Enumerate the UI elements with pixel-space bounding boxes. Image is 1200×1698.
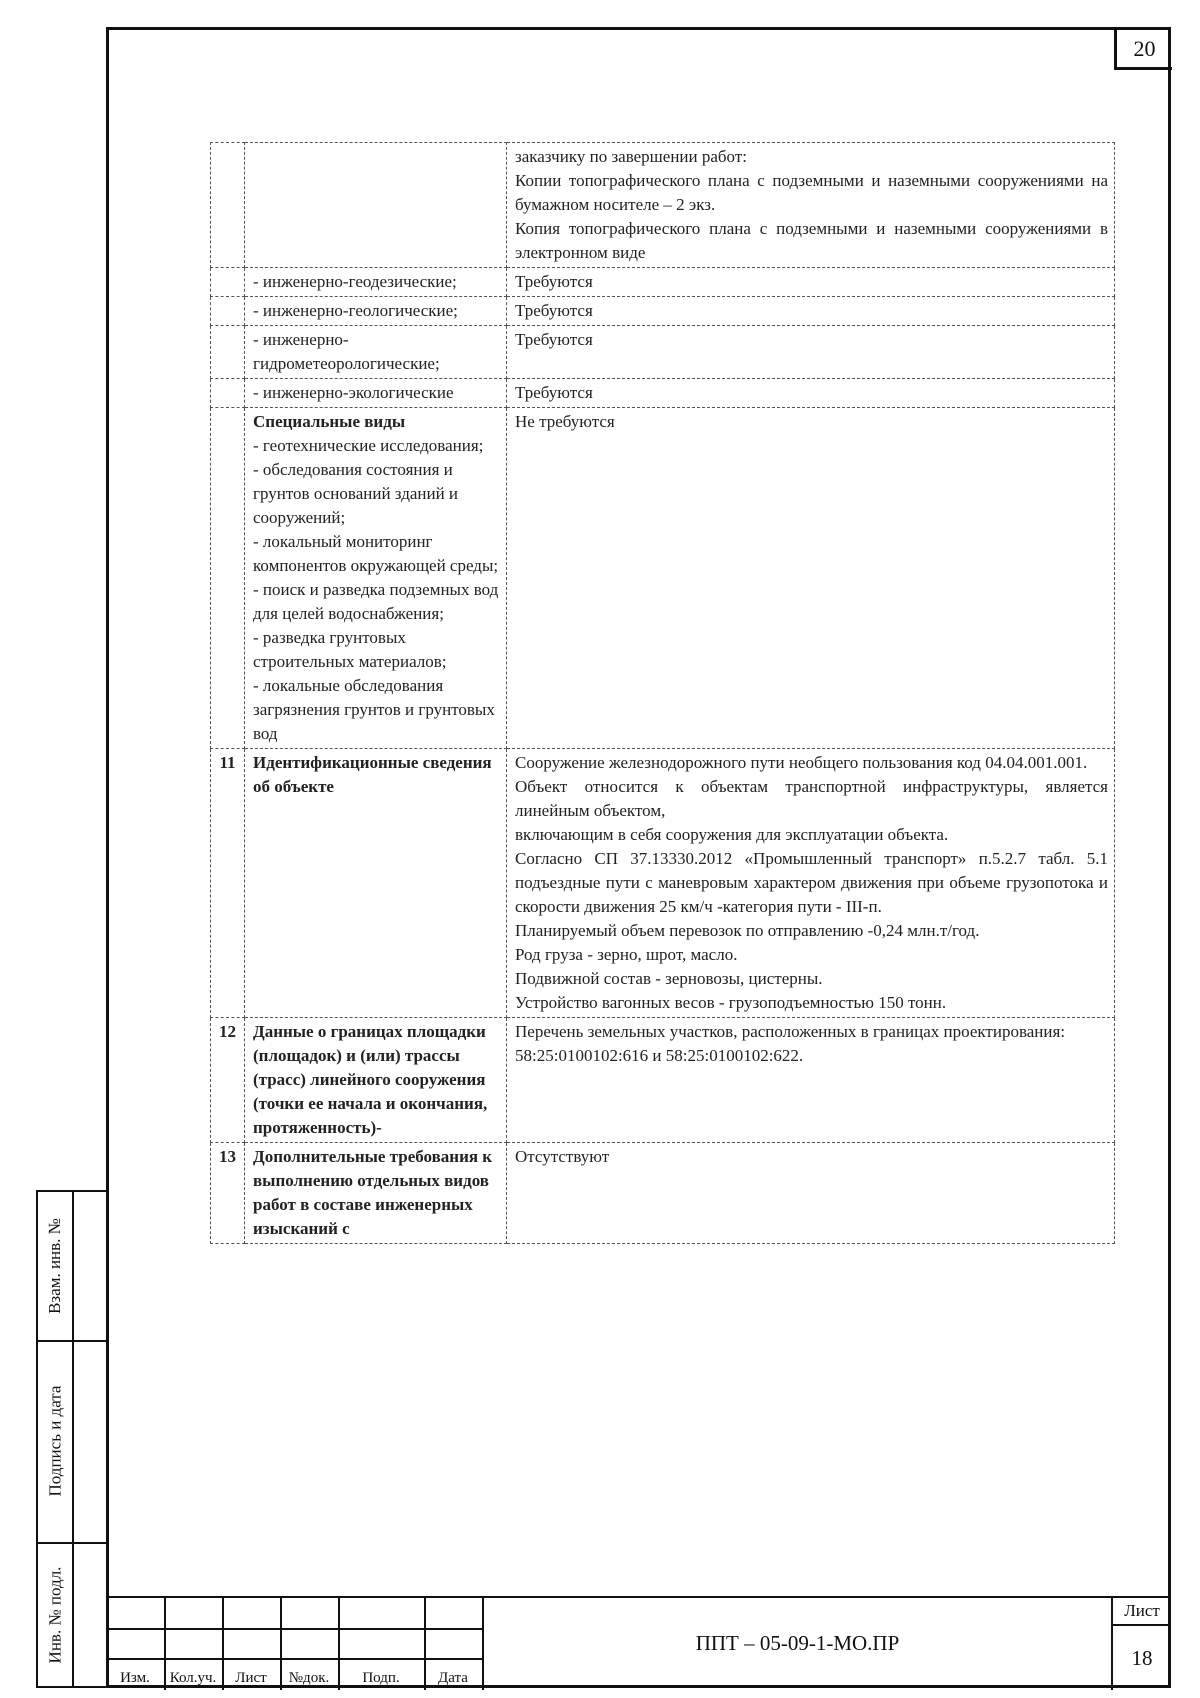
row-name: Дополнительные требования к выполнению отдельных видов работ в составе инженерных изысканий с (245, 1143, 507, 1244)
value-line: Планируемый объем перевозок по отправлению -0,24 млн.т/год. (515, 921, 980, 940)
row-value: Не требуются (507, 408, 1115, 749)
row-value: Отсутствуют (507, 1143, 1115, 1244)
special-item: - разведка грунтовых строительных материалов; (253, 628, 447, 671)
title-block-grid (106, 1598, 484, 1690)
row-value: Требуются (507, 326, 1115, 379)
value-line: Подвижной состав - зерновозы, цистерны. (515, 969, 823, 988)
row-value: Требуются (507, 268, 1115, 297)
special-item: - обследования состояния и грунтов оснований зданий и сооружений; (253, 460, 459, 527)
table-row-special (211, 408, 1115, 749)
row-number-cell (211, 379, 245, 408)
table-row-geolog (211, 297, 1115, 326)
value-line: 58:25:0100102:616 и 58:25:0100102:622. (515, 1046, 804, 1065)
stamp-label-podpis: Подпись и дата (45, 1385, 64, 1497)
row-value-cell (507, 1018, 1115, 1143)
title-label-list: Лист (235, 1670, 267, 1686)
title-label-izm: Изм. (120, 1670, 150, 1686)
document-code: ППТ – 05-09-1-МО.ПР (695, 1630, 900, 1655)
value-line: заказчику по завершении работ: (515, 147, 747, 166)
value-line: Устройство вагонных весов - грузоподъемностью 150 тонн. (515, 993, 947, 1012)
value-line: Объект относится к объектам транспортной инфраструктуры, является линейным объектом, (515, 777, 1108, 820)
row-number-cell (211, 326, 245, 379)
row-name-cell (245, 143, 507, 268)
row-number-cell (211, 268, 245, 297)
row-name: - инженерно-геологические; (245, 297, 507, 326)
value-line: Род груза - зерно, шрот, масло. (515, 945, 738, 964)
table-row-continuation (211, 143, 1115, 268)
row-value-cell (507, 143, 1115, 268)
sheet-label: Лист (1113, 1598, 1171, 1626)
stamp-cell-podpis (38, 1340, 72, 1542)
value-line: включающим в себя сооружения для эксплуатации объекта. (515, 825, 949, 844)
special-item: - локальный мониторинг компонентов окружающей среды; (253, 532, 499, 575)
table-row-gidromet (211, 326, 1115, 379)
row-number-cell (211, 143, 245, 268)
row-name-cell (245, 408, 507, 749)
title-label-data: Дата (438, 1670, 468, 1686)
sheet-box (1111, 1598, 1171, 1690)
row-number: 13 (211, 1143, 245, 1244)
stamp-cell-inv (38, 1542, 72, 1688)
row-number-cell (211, 408, 245, 749)
row-name: Идентификационные сведения об объекте (245, 749, 507, 1018)
value-line: Перечень земельных участков, расположенных в границах проектирования: (515, 1022, 1066, 1041)
special-title: Специальные виды (253, 412, 406, 431)
row-name: - инженерно-экологические (245, 379, 507, 408)
row-number-cell (211, 297, 245, 326)
row-name: - инженерно-гидрометеорологические; (245, 326, 507, 379)
value-line: Копии топографического плана с подземными и наземными сооружениями на бумажном носителе – 2 экз. (515, 171, 1108, 214)
table-row-11 (211, 749, 1115, 1018)
title-block (106, 1596, 1171, 1688)
stamp-cell-vzam (38, 1192, 72, 1340)
row-value-cell (507, 749, 1115, 1018)
table-row-ekolog (211, 379, 1115, 408)
row-number: 12 (211, 1018, 245, 1143)
special-item: - геотехнические исследования; (253, 436, 484, 455)
row-name: - инженерно-геодезические; (245, 268, 507, 297)
left-stamp (36, 1190, 106, 1688)
value-line: Копия топографического плана с подземными и наземными сооружениями в электронном виде (515, 219, 1108, 262)
stamp-divider (72, 1192, 74, 1686)
row-value: Требуются (507, 297, 1115, 326)
table-row-13 (211, 1143, 1115, 1244)
requirements-table (210, 142, 1115, 1244)
value-line: Сооружение железнодорожного пути необщего пользования код 04.04.001.001. (515, 753, 1088, 772)
stamp-label-vzam: Взам. инв. № (45, 1218, 64, 1314)
value-line: Согласно СП 37.13330.2012 «Промышленный транспорт» п.5.2.7 табл. 5.1 подъездные пути с маневровым характером движения при объеме грузопотока и скорости движения 25 км/ч -категория пути - III-п. (515, 849, 1108, 916)
table-row-12 (211, 1018, 1115, 1143)
sheet-number: 18 (1131, 1645, 1153, 1670)
special-item: - локальные обследования загрязнения грунтов и грунтовых вод (253, 676, 495, 743)
title-label-ndok: №док. (288, 1670, 330, 1686)
row-name: Данные о границах площадки (площадок) и (или) трассы (трасс) линейного сооружения (точки ее начала и окончания, протяженность)- (245, 1018, 507, 1143)
row-value: Требуются (507, 379, 1115, 408)
row-number: 11 (211, 749, 245, 1018)
table-row-geodez (211, 268, 1115, 297)
title-label-koluch: Кол.уч. (169, 1670, 217, 1686)
stamp-label-inv: Инв. № подл. (45, 1566, 64, 1664)
special-item: - поиск и разведка подземных вод для целей водоснабжения; (253, 580, 499, 623)
page-number: 20 (1114, 30, 1172, 70)
title-label-podp: Подп. (362, 1670, 400, 1686)
